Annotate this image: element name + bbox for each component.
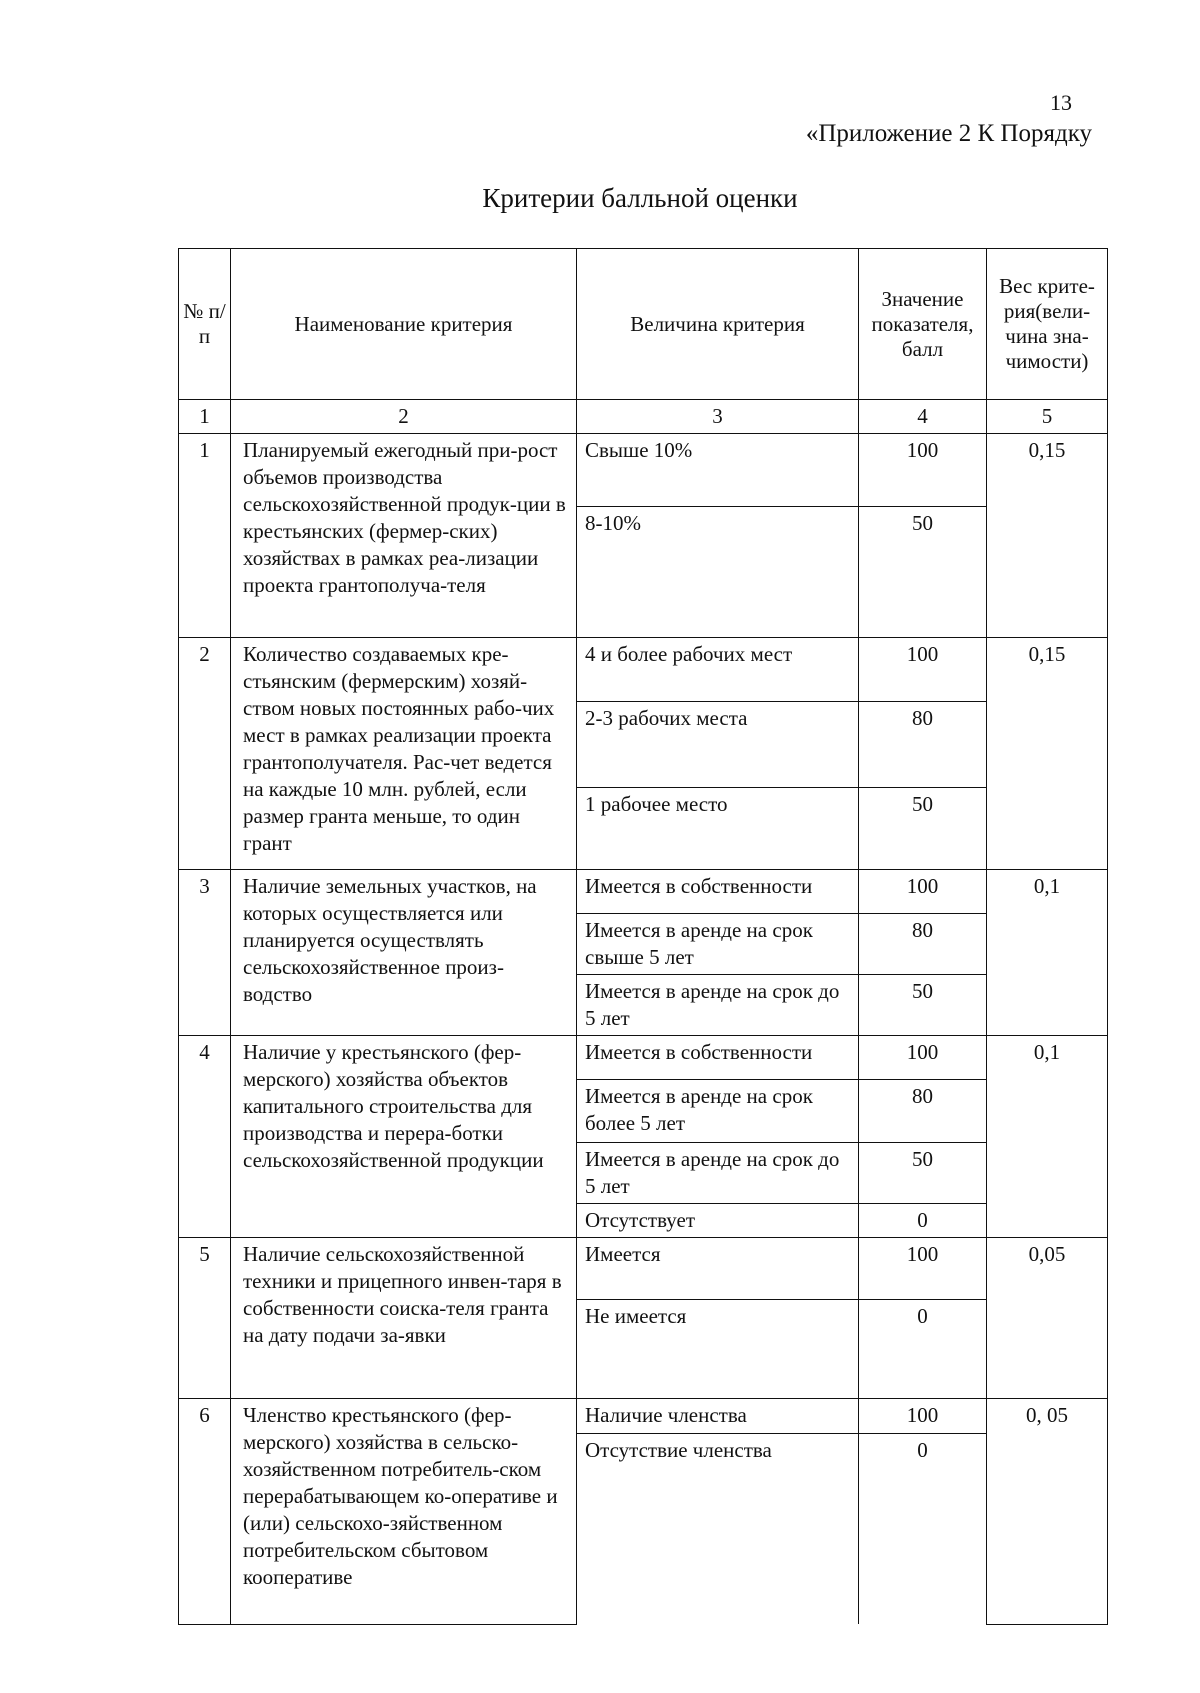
table-row [179, 1036, 1108, 1080]
criterion-value: Имеется в аренде на срок свыше 5 лет [577, 914, 859, 975]
table-row [179, 638, 1108, 702]
criterion-weight: 0,15 [987, 638, 1108, 870]
criterion-number: 1 [179, 434, 231, 638]
column-number: 4 [859, 400, 987, 434]
criterion-score: 50 [859, 1143, 987, 1204]
criterion-value: Имеется [577, 1238, 859, 1300]
criterion-number: 2 [179, 638, 231, 870]
column-number: 3 [577, 400, 859, 434]
header-weight: Вес крите-рия(вели-чина зна-чимости) [987, 249, 1108, 400]
table-row [179, 870, 1108, 914]
column-number: 2 [231, 400, 577, 434]
criterion-weight: 0,15 [987, 434, 1108, 638]
criterion-score: 0 [859, 1434, 987, 1625]
criterion-value: 1 рабочее место [577, 788, 859, 870]
criterion-score: 50 [859, 507, 987, 638]
criterion-name: Количество создаваемых кре-стьянским (фермерским) хозяй-ством новых постоянных рабо-чих мест в рамках реализации проекта грантополучателя. Рас-чет ведется на каждые 10 млн. рублей, если размер гранта меньше, то один грант [231, 638, 577, 870]
criterion-value: Отсутствие членства [577, 1434, 859, 1625]
column-number: 5 [987, 400, 1108, 434]
header-score: Значение показателя, балл [859, 249, 987, 400]
criterion-score: 100 [859, 1036, 987, 1080]
criteria-body [179, 434, 1108, 1625]
criterion-name: Наличие земельных участков, на которых осуществляется или планируется осуществлять сельскохозяйственное произ-водство [231, 870, 577, 1036]
criterion-name: Планируемый ежегодный при-рост объемов производства сельскохозяйственной продук-ции в крестьянских (фермер-ских) хозяйствах в рамках реа-лизации проекта грантополуча-теля [231, 434, 577, 638]
criterion-value: Имеется в аренде на срок более 5 лет [577, 1080, 859, 1143]
criterion-score: 100 [859, 638, 987, 702]
criterion-name: Наличие у крестьянского (фер-мерского) хозяйства объектов капитального строительства для производства и перера-ботки сельскохозяйственной продукции [231, 1036, 577, 1238]
header-criterion-name: Наименование критерия [231, 249, 577, 400]
criterion-weight: 0,05 [987, 1238, 1108, 1399]
criterion-number: 6 [179, 1399, 231, 1625]
criterion-value: Не имеется [577, 1300, 859, 1399]
header-criterion-value: Величина критерия [577, 249, 859, 400]
criterion-score: 100 [859, 1399, 987, 1434]
criterion-weight: 0,1 [987, 1036, 1108, 1238]
criterion-score: 80 [859, 1080, 987, 1143]
criterion-score: 100 [859, 434, 987, 507]
criteria-table [178, 248, 1108, 1625]
criterion-value: 8-10% [577, 507, 859, 638]
criterion-number: 3 [179, 870, 231, 1036]
criterion-value: Имеется в собственности [577, 1036, 859, 1080]
appendix-title: «Приложение 2 К Порядку [805, 120, 1092, 147]
criterion-number: 4 [179, 1036, 231, 1238]
document-title: Критерии балльной оценки [482, 183, 798, 213]
criterion-value: Имеется в аренде на срок до 5 лет [577, 1143, 859, 1204]
criterion-score: 80 [859, 702, 987, 788]
criterion-value: Имеется в аренде на срок до 5 лет [577, 975, 859, 1036]
table-row [179, 434, 1108, 507]
criterion-score: 50 [859, 788, 987, 870]
criterion-weight: 0,1 [987, 870, 1108, 1036]
criterion-value: 2-3 рабочих места [577, 702, 859, 788]
table-row [179, 1399, 1108, 1434]
criterion-value: Наличие членства [577, 1399, 859, 1434]
criterion-score: 100 [859, 1238, 987, 1300]
table-header-row [179, 249, 1108, 400]
criterion-score: 100 [859, 870, 987, 914]
criterion-name: Наличие сельскохозяйственной техники и прицепного инвен-таря в собственности соиска-теля гранта на дату подачи за-явки [231, 1238, 577, 1399]
criterion-score: 80 [859, 914, 987, 975]
criterion-number: 5 [179, 1238, 231, 1399]
criterion-value: 4 и более рабочих мест [577, 638, 859, 702]
column-number: 1 [179, 400, 231, 434]
page-number: 13 [1050, 90, 1072, 115]
criterion-name: Членство крестьянского (фер-мерского) хозяйства в сельско-хозяйственном потребитель-ском перерабатывающем ко-оперативе и (или) сельскохо-зяйственном потребительском сбытовом кооперативе [231, 1399, 577, 1625]
criterion-value: Отсутствует [577, 1204, 859, 1238]
header-number: № п/п [179, 249, 231, 400]
criterion-score: 50 [859, 975, 987, 1036]
criterion-score: 0 [859, 1204, 987, 1238]
column-number-row [179, 400, 1108, 434]
criterion-weight: 0, 05 [987, 1399, 1108, 1625]
criterion-value: Имеется в собственности [577, 870, 859, 914]
criterion-value: Свыше 10% [577, 434, 859, 507]
criterion-score: 0 [859, 1300, 987, 1399]
table-row [179, 1238, 1108, 1300]
